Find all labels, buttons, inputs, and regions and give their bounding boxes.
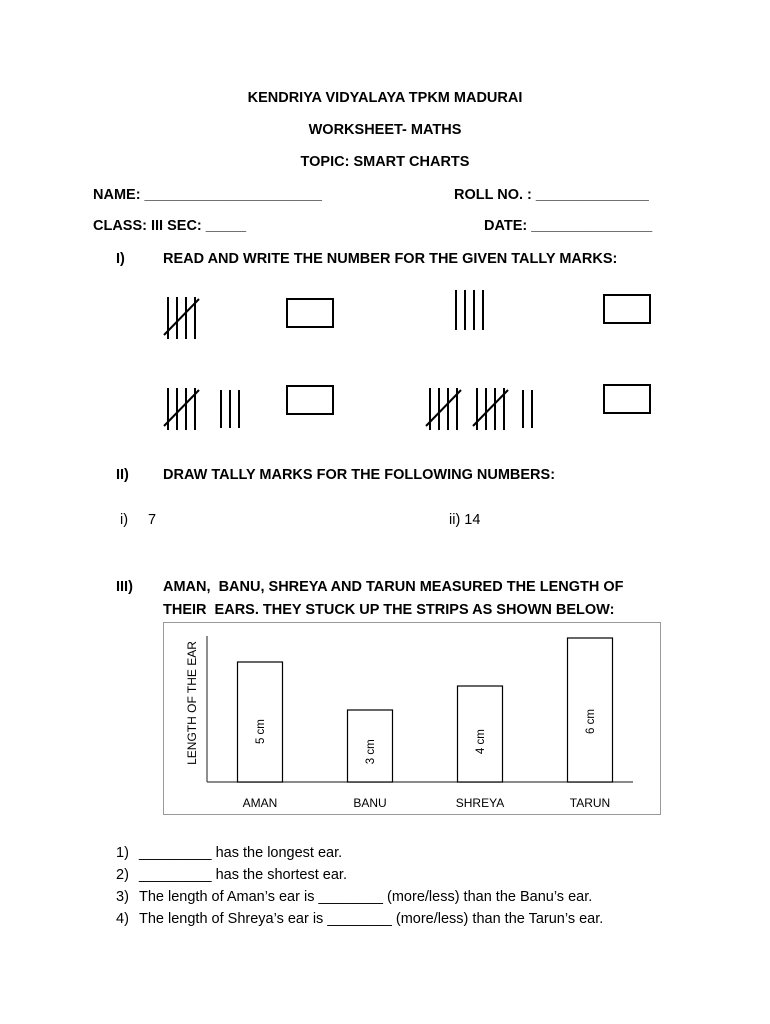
roll-field: ROLL NO. : ______________ <box>454 187 649 203</box>
question-text: _________ has the longest ear. <box>139 845 343 861</box>
date-field: DATE: _______________ <box>484 218 653 234</box>
ear-length-chart <box>163 622 661 815</box>
answer-box-4[interactable] <box>603 384 651 414</box>
category-label: SHREYA <box>455 796 505 810</box>
answer-box-2[interactable] <box>603 294 651 324</box>
question-text: The length of Aman’s ear is ________ (more/less) than the Banu’s ear. <box>139 889 593 905</box>
bar-value-label: 6 cm <box>585 709 597 734</box>
worksheet-title: WORKSHEET- MATHS <box>308 122 462 138</box>
section2-title: DRAW TALLY MARKS FOR THE FOLLOWING NUMBERS: <box>163 467 556 483</box>
category-label: TARUN <box>569 796 611 810</box>
bar-value-label: 4 cm <box>475 729 487 755</box>
bar-value-label: 3 cm <box>365 739 377 765</box>
question-number: 2) <box>116 867 129 883</box>
tally-marks-3 <box>160 386 250 432</box>
question-text: The length of Shreya’s ear is ________ (more/less) than the Tarun’s ear. <box>139 911 604 927</box>
section3-title-line1: AMAN, BANU, SHREYA AND TARUN MEASURED THE LENGTH OF <box>163 579 624 595</box>
topic-title: TOPIC: SMART CHARTS <box>300 154 470 170</box>
bar-value-label: 5 cm <box>255 719 267 745</box>
tally-marks-2 <box>448 288 493 334</box>
section2-number: II) <box>116 467 129 483</box>
name-field: NAME: ______________________ <box>93 187 322 203</box>
answer-box-1[interactable] <box>286 298 334 328</box>
question-text: _________ has the shortest ear. <box>139 867 347 883</box>
question-number: 3) <box>116 889 129 905</box>
section2-q2: ii) 14 <box>449 512 481 528</box>
school-name: KENDRIYA VIDYALAYA TPKM MADURAI <box>247 90 523 106</box>
section1-title: READ AND WRITE THE NUMBER FOR THE GIVEN TALLY MARKS: <box>163 251 618 267</box>
section3-title-line2: THEIR EARS. THEY STUCK UP THE STRIPS AS SHOWN BELOW: <box>163 602 615 618</box>
question-number: 4) <box>116 911 129 927</box>
section2-q1-value: 7 <box>148 512 157 528</box>
question-number: 1) <box>116 845 129 861</box>
answer-box-3[interactable] <box>286 385 334 415</box>
y-axis-label: LENGTH OF THE EAR <box>185 641 199 765</box>
category-label: AMAN <box>242 796 278 810</box>
category-label: BANU <box>353 796 387 810</box>
chart-canvas <box>164 623 660 814</box>
tally-marks-1 <box>160 295 210 341</box>
tally-marks-4 <box>422 386 537 432</box>
section3-number: III) <box>116 579 133 595</box>
class-section-field: CLASS: III SEC: _____ <box>93 218 247 234</box>
section2-q1-label: i) <box>120 512 129 528</box>
section1-number: I) <box>116 251 125 267</box>
